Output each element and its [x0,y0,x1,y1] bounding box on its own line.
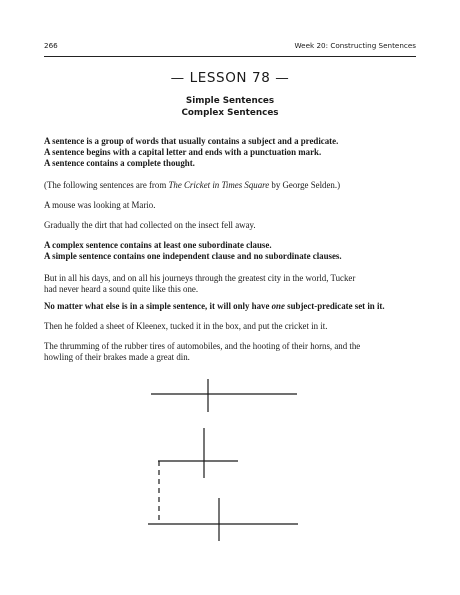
rule-line: A sentence contains a complete thought. [44,158,195,168]
example-sentence: howling of their brakes made a great din. [44,352,190,362]
lesson-subtitle-simple: Simple Sentences [185,96,275,106]
rule-line: A sentence begins with a capital letter and ends with a punctuation mark. [44,147,322,157]
rule-line: A simple sentence contains one independent clause and no subordinate clauses. [44,251,342,261]
rule-line: A sentence is a group of words that usually contains a subject and a predicate. [44,136,339,146]
example-sentence: Then he folded a sheet of Kleenex, tucked it in the box, and put the cricket in it. [44,321,328,331]
example-sentence: The thrumming of the rubber tires of automobiles, and the hooting of their horns, and the [44,341,361,351]
example-sentence: A mouse was looking at Mario. [44,200,156,210]
rule-line: A complex sentence contains at least one subordinate clause. [44,240,272,250]
source-note: (The following sentences are from The Cricket in Times Square by George Selden.) [44,180,341,190]
example-sentence: Gradually the dirt that had collected on the insect fell away. [44,220,256,230]
example-sentence: had never heard a sound quite like this one. [44,284,199,294]
lesson-title: — LESSON 78 — [170,70,290,86]
example-sentence: But in all his days, and on all his journeys through the greatest city in the world, Tucker [44,273,356,283]
book-title: The Cricket in Times Square [168,180,270,190]
week-title: Week 20: Constructing Sentences [294,41,416,50]
lesson-subtitle-complex: Complex Sentences [181,108,279,118]
page-number: 266 [44,41,58,50]
simple-sentence-rule: No matter what else is in a simple sentence, it will only have one subject-predicate set in it. [44,301,385,311]
